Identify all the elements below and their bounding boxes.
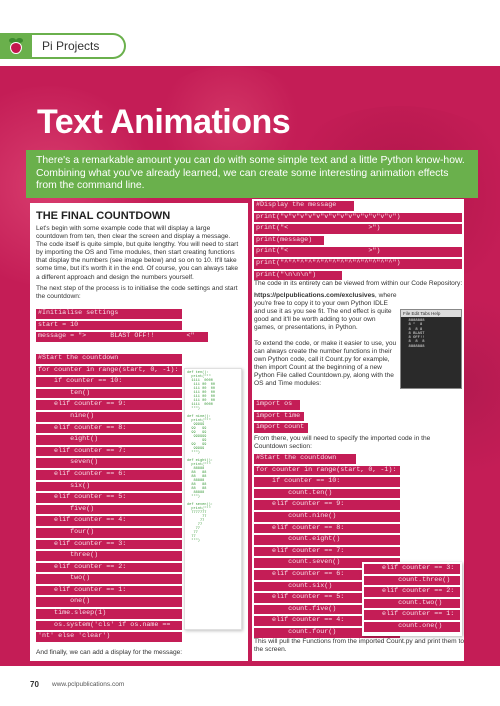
section-tab	[0, 33, 126, 59]
code-block-countdown	[36, 354, 182, 644]
code-line: elif counter == 8:	[254, 524, 400, 534]
code-line: three()	[36, 551, 182, 561]
repo-link[interactable]: https://pclpublications.com/exclusives	[254, 292, 375, 299]
code-line: print(message)	[254, 236, 324, 246]
code-line: elif counter == 5:	[254, 593, 400, 603]
code-line: print("< >")	[254, 224, 462, 234]
number-functions-screenshot: def ten(): print(""" 1111 0000 111 00 00 111 00 00 111 00 00 111 00 00 111 00 00 1111 0000 """) def nine(): print(""" 99999 99 99 99 99 999999 99 99 99 99999 """) def eight(): print(""" 88888 88 88 88 88 88888 88 88 88 88 88888 """) def seven(): print(""" 7777777 77 77 77 77 77 77 """)	[184, 368, 242, 630]
code-line: seven()	[36, 458, 182, 468]
code-line: elif counter == 4:	[36, 516, 182, 526]
code-block-message	[254, 201, 462, 282]
code-line: elif counter == 1:	[36, 586, 182, 596]
code-line: if counter == 10:	[254, 477, 400, 487]
article-intro: There's a remarkable amount you can do with some simple text and a little Python know-how. Combining what you've already learned, we can create some interesting animation effects from the command line.	[26, 150, 478, 198]
terminal-menu: File Edit Tabs Help	[401, 310, 461, 317]
code-line: os.system('cls' if os.name ==	[36, 621, 182, 631]
raspberry-pi-logo-icon	[0, 33, 32, 59]
code-line: #Start the countdown	[36, 354, 182, 364]
code-line: import time	[254, 412, 304, 422]
code-block-settings	[36, 309, 195, 344]
code-line: count.two()	[364, 599, 460, 609]
code-line: #Display the message	[254, 201, 354, 211]
code-block-imports	[254, 400, 462, 435]
code-line: count.one()	[364, 622, 460, 632]
code-line: 'nt' else 'clear')	[36, 632, 182, 642]
code-line: four()	[36, 528, 182, 538]
right-closing: This will pull the Functions from the imported Count.py and print them to the screen.	[254, 638, 464, 654]
code-line: elif counter == 3:	[36, 540, 182, 550]
code-line: elif counter == 6:	[36, 470, 182, 480]
code-line: elif counter == 7:	[254, 547, 400, 557]
left-closing: And finally, we can add a display for the message:	[36, 649, 183, 656]
code-line: count.four()	[254, 628, 400, 638]
code-line: elif counter == 8:	[36, 424, 182, 434]
terminal-window: File Edit Tabs Help 8888888 8 " 8 8 8 8 8 BLAST 8 OFF!! 8 8 8 8888888	[400, 309, 462, 389]
code-line: elif counter == 5:	[36, 493, 182, 503]
code-block-imported-tail	[362, 562, 462, 636]
left-paragraph-1: Let's begin with some example code that will display a large countdown from ten, then clear the screen and display a message. The code itself is quite simple, but quite lengthy. You will need to start by importing the OS and Time modules, then start creating functions that display the numbers (see image below) and so on to 10. It'll take some time, but it's worth it in the end. Of course, you can always take a different approach and design the numbers yourself.	[36, 225, 239, 281]
code-line: count.eight()	[254, 535, 400, 545]
code-line: elif counter == 7:	[36, 447, 182, 457]
code-line: nine()	[36, 412, 182, 422]
code-line: for counter in range(start, 0, -1):	[36, 366, 182, 376]
code-line: time.sleep(1)	[36, 609, 182, 619]
extend-paragraph: To extend the code, or make it easier to use, you can always create the number functions in their own Python code, call it Count.py for example, then import Count at the beginning of a new Python File called Countdown.py, along with the OS and Time modules:	[254, 340, 397, 388]
code-line: count.ten()	[254, 489, 400, 499]
code-line: print("< >")	[254, 247, 462, 257]
code-line: if counter == 10:	[36, 377, 182, 387]
code-line: elif counter == 1:	[364, 610, 460, 620]
code-line: print("\n\n\n")	[254, 271, 342, 281]
code-line: six()	[36, 482, 182, 492]
section-heading: THE FINAL COUNTDOWN	[36, 210, 171, 222]
code-line: count.three()	[364, 576, 460, 586]
code-line: elif counter == 2:	[364, 587, 460, 597]
code-line: count.five()	[254, 605, 400, 615]
page-number: 70	[30, 680, 39, 689]
code-line: elif counter == 2:	[36, 563, 182, 573]
right-column	[252, 199, 464, 661]
code-line: #Start the countdown	[254, 454, 356, 464]
section-label: Pi Projects	[42, 39, 100, 53]
code-line: elif counter == 9:	[254, 500, 400, 510]
code-line: ten()	[36, 389, 182, 399]
code-line: print("v"v"v"v"v"v"v"v"v"v"v"v"v"v")	[254, 213, 462, 223]
code-line: for counter in range(start, 0, -1):	[254, 466, 400, 476]
from-there-paragraph: From there, you will need to specify the imported code in the Countdown section:	[254, 435, 431, 451]
code-line: two()	[36, 574, 182, 584]
code-line: import count	[254, 423, 308, 433]
code-line: elif counter == 6:	[254, 570, 400, 580]
code-line: import os	[254, 400, 300, 410]
code-line: #Initialise settings	[36, 309, 182, 319]
code-line: one()	[36, 597, 182, 607]
left-column	[30, 203, 248, 661]
code-line: count.nine()	[254, 512, 400, 522]
code-line: print("^"^"^"^"^"^"^"^"^"^"^"^"^"^")	[254, 259, 462, 269]
code-line: start = 10	[36, 321, 182, 331]
article-title: Text Animations	[37, 103, 291, 141]
repo-paragraph: https://pclpublications.com/exclusives, where you're free to copy it to your own Python IDLE and use it as you see fit. The end effect is quite good and it'll be worth adding to your own games, or presentations, in Python.	[254, 292, 397, 332]
left-paragraph-2: The next step of the process is to initialise the code settings and start the countdown:	[36, 284, 238, 300]
footer-url[interactable]: www.pclpublications.com	[52, 681, 125, 688]
code-line: count.six()	[254, 582, 400, 592]
code-line: eight()	[36, 435, 182, 445]
code-line: elif counter == 3:	[364, 564, 460, 574]
code-line: elif counter == 4:	[254, 616, 400, 626]
code-line: elif counter == 9:	[36, 400, 182, 410]
code-line: count.seven()	[254, 558, 400, 568]
repo-note: The code in its entirety can be viewed from within our Code Repository:	[254, 280, 463, 287]
code-line: message = "> BLAST OFF!! <"	[36, 332, 208, 342]
code-line: five()	[36, 505, 182, 515]
